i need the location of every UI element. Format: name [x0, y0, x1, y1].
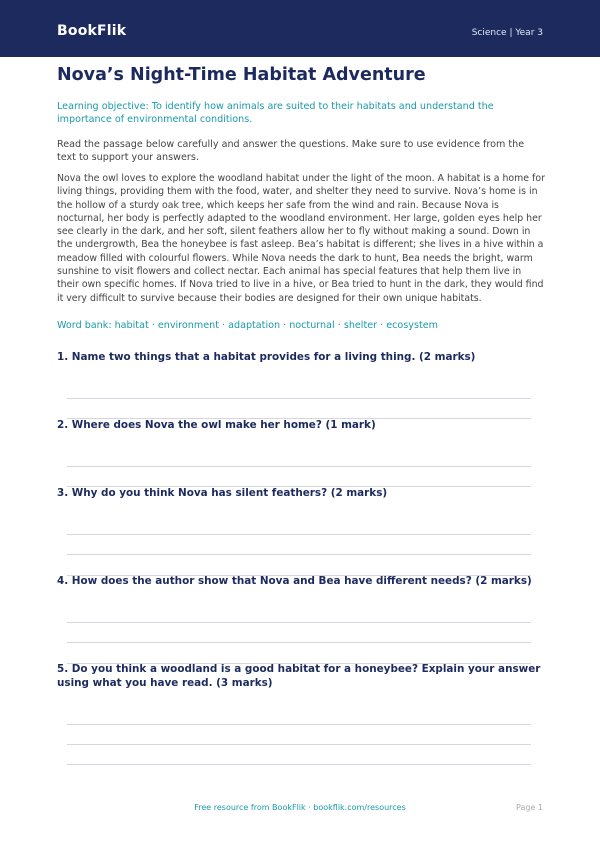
answer-line[interactable] — [67, 466, 531, 467]
question-1: 1. Name two things that a habitat provides for a living thing. (2 marks) — [57, 351, 476, 363]
reading-passage: Nova the owl loves to explore the woodland habitat under the light of the moon. A habitat is a home for living things, providing them with the food, water, and shelter they need to survive. Nova’s home is in the hollow of a sturdy oak tree, which keeps her safe from the wind and rain. Because Nova is nocturnal, her body is perfectly adapted to the woodland environment. Her large, golden eyes help her see clearly in the dark, and her soft, silent feathers allow her to fly without making a sound. Down in the undergrowth, Bea the honeybee is fast asleep. Bea’s habitat is different; she lives in a hive within a meadow filled with colourful flowers. While Nova needs the dark to hunt, Bea needs the bright, warm sunshine to visit flowers and collect nectar. Each animal has special features that help them live in their own specific homes. If Nova tried to live in a hive, or Bea tried to hunt in the dark, they would find it very difficult to survive because their bodies are designed for their own unique habitats. — [57, 173, 545, 304]
header-bar — [0, 0, 600, 57]
word-bank: Word bank: habitat · environment · adaptation · nocturnal · shelter · ecosystem — [57, 320, 438, 331]
page-number: Page 1 — [516, 803, 543, 812]
answer-line[interactable] — [67, 764, 531, 765]
question-3: 3. Why do you think Nova has silent feathers? (2 marks) — [57, 487, 388, 499]
answer-line[interactable] — [67, 554, 531, 555]
question-4: 4. How does the author show that Nova and Bea have different needs? (2 marks) — [57, 575, 532, 587]
question-5: 5. Do you think a woodland is a good habitat for a honeybee? Explain your answer using what you have read. (3 marks) — [57, 663, 541, 689]
brand-logo-text: BookFlik — [57, 23, 127, 39]
instructions-text: Read the passage below carefully and answer the questions. Make sure to use evidence from the text to support your answers. — [57, 139, 525, 163]
answer-line[interactable] — [67, 534, 531, 535]
page-title: Nova’s Night-Time Habitat Adventure — [57, 65, 426, 85]
answer-line[interactable] — [67, 642, 531, 643]
answer-line[interactable] — [67, 622, 531, 623]
answer-line[interactable] — [67, 744, 531, 745]
answer-line[interactable] — [67, 724, 531, 725]
subject-year-label: Science | Year 3 — [471, 28, 543, 38]
footer-text: Free resource from BookFlik · bookflik.com/resources — [194, 803, 406, 812]
question-2: 2. Where does Nova the owl make her home? (1 mark) — [57, 419, 376, 431]
answer-line[interactable] — [67, 398, 531, 399]
learning-objective: Learning objective: To identify how animals are suited to their habitats and understand the importance of environmental conditions. — [57, 101, 494, 125]
